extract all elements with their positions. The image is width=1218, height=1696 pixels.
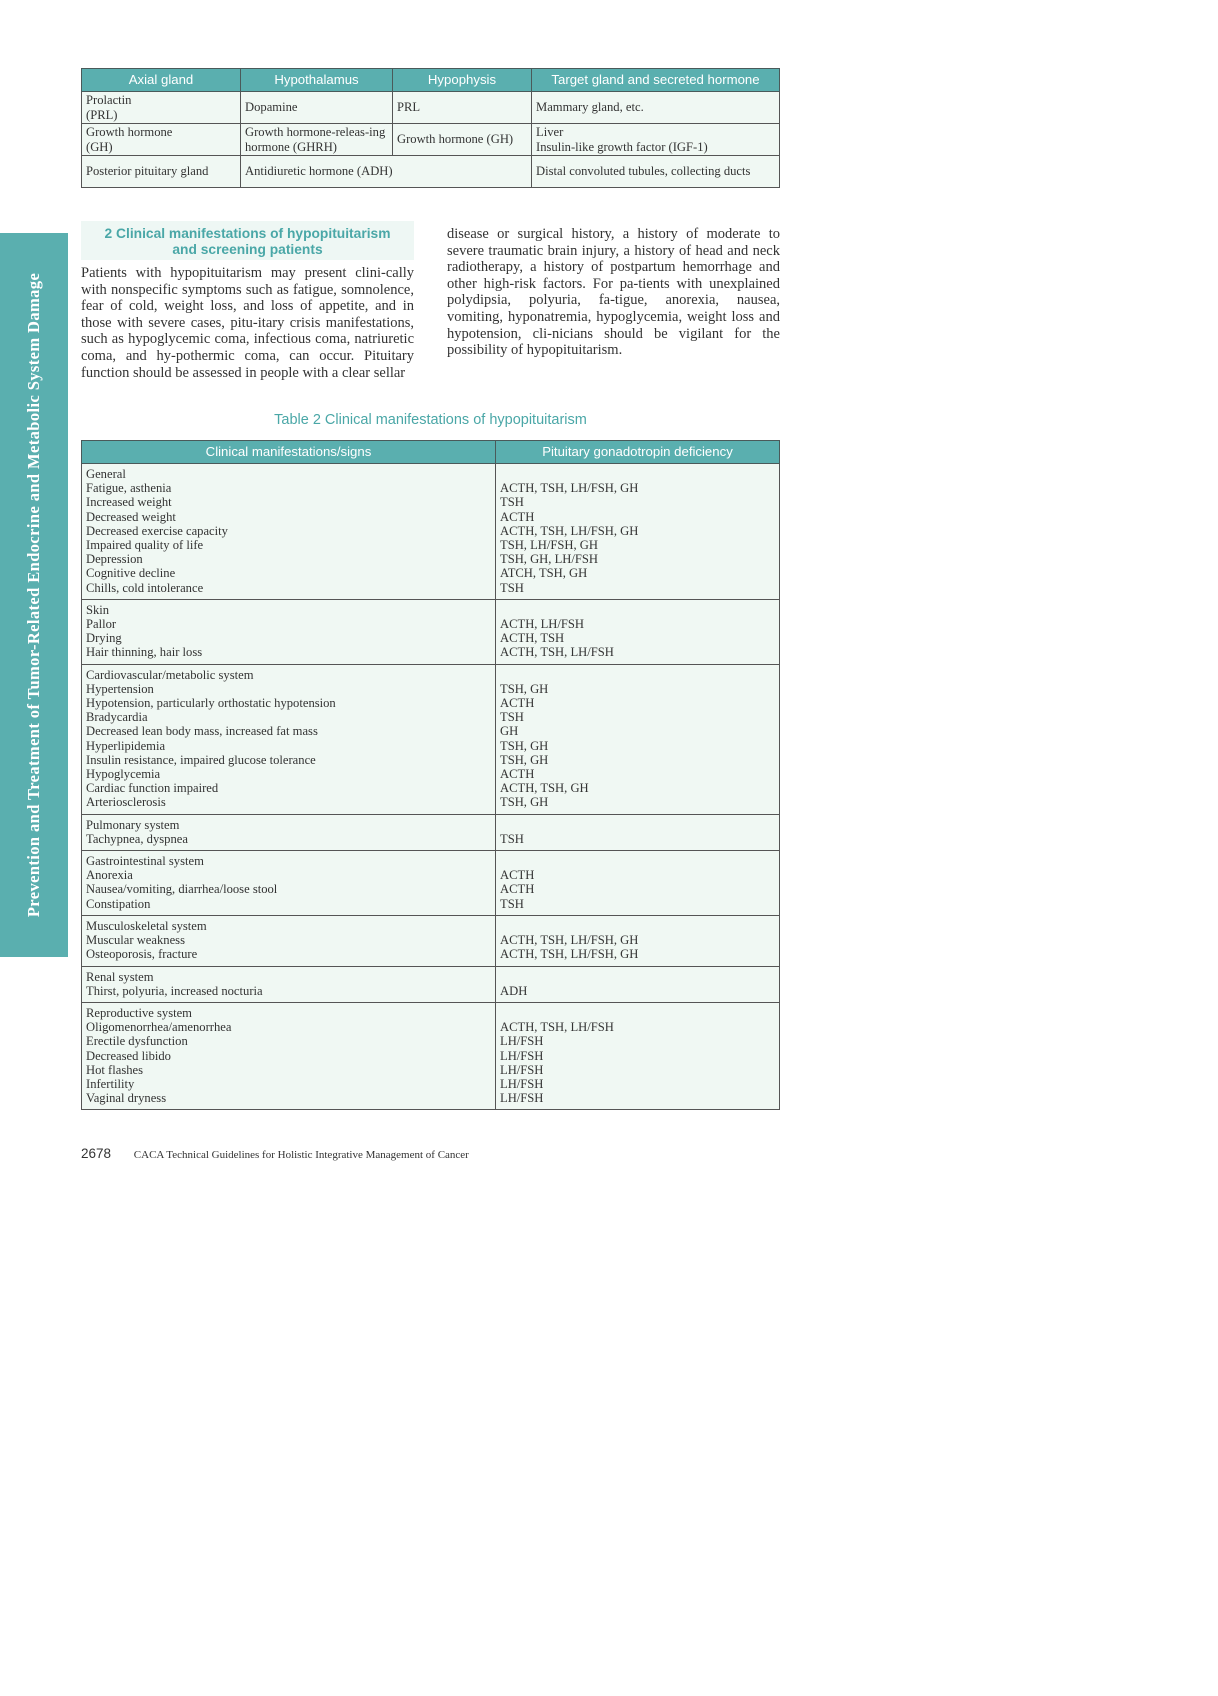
manifestation: Muscular weakness (86, 933, 185, 948)
table-group-row (82, 1002, 780, 1109)
hypophysis-cell: PRL (393, 92, 532, 124)
journal-title: CACA Technical Guidelines for Holistic Integrative Management of Cancer (133, 1149, 469, 1161)
table-group-row (82, 915, 780, 966)
manifestation: Anorexia (86, 868, 133, 883)
manifestation: Hypotension, particularly orthostatic hypotension (86, 696, 336, 711)
manifestation: Increased weight (86, 495, 172, 510)
deficiency: ACTH (500, 509, 535, 524)
hypophysis-cell: Growth hormone (GH) (393, 124, 532, 156)
manifestation-cell (82, 915, 496, 966)
deficiency: LH/FSH (500, 1091, 544, 1106)
group-title: General (86, 467, 126, 481)
table-group-row (82, 814, 780, 850)
deficiency: TSH, GH (500, 738, 549, 753)
deficiency: ACTH, TSH, LH/FSH, GH (500, 523, 639, 538)
manifestation-cell (82, 664, 496, 814)
deficiency: ACTH (500, 767, 535, 782)
manifestation: Decreased weight (86, 509, 176, 524)
deficiency-cell (496, 464, 780, 600)
manifestation: Decreased lean body mass, increased fat mass (86, 724, 318, 739)
table-group-row (82, 464, 780, 600)
manifestation-cell (82, 464, 496, 600)
deficiency: LH/FSH (500, 1034, 544, 1049)
deficiency: LH/FSH (500, 1076, 544, 1091)
manifestation: Vaginal dryness (86, 1091, 167, 1106)
deficiency: TSH (500, 831, 524, 846)
hypothalamus-cell: Growth hormone-releas-ing hormone (GHRH) (241, 124, 393, 156)
table-group-row (82, 851, 780, 916)
deficiency: TSH (500, 896, 524, 911)
manifestation: Impaired quality of life (86, 538, 204, 553)
spacer (500, 467, 775, 481)
group-title: Skin (86, 602, 110, 617)
manifestation: Depression (86, 552, 143, 567)
manifestation: Decreased exercise capacity (86, 523, 228, 538)
manifestation: Oligomenorrhea/amenorrhea (86, 1020, 232, 1035)
hypothalamus-cell: Antidiuretic hormone (ADH) (241, 156, 532, 188)
manifestation: Insulin resistance, impaired glucose tolerance (86, 752, 316, 767)
manifestation: Nausea/vomiting, diarrhea/loose stool (86, 882, 278, 897)
manifestation: Thirst, polyuria, increased nocturia (86, 983, 263, 998)
deficiency: TSH (500, 495, 524, 510)
spacer (500, 854, 775, 868)
deficiency-cell (496, 915, 780, 966)
side-chapter-band (0, 233, 68, 957)
deficiency-cell (496, 664, 780, 814)
table-row (82, 92, 780, 124)
manifestation: Decreased libido (86, 1048, 171, 1063)
manifestation: Chills, cold intolerance (86, 580, 204, 595)
manifestation: Cognitive decline (86, 566, 176, 581)
deficiency: ACTH, TSH, LH/FSH, GH (500, 481, 639, 496)
deficiency: GH (500, 724, 519, 739)
deficiency: ACTH, LH/FSH (500, 617, 584, 632)
deficiency: TSH, GH, LH/FSH (500, 552, 598, 567)
manifestation-cell (82, 851, 496, 916)
axial-cell: Growth hormone (GH) (82, 124, 241, 156)
axis-gland-table (81, 68, 780, 188)
table-row (82, 124, 780, 156)
spacer (500, 1006, 775, 1020)
table-group-row (82, 664, 780, 814)
deficiency: TSH, GH (500, 681, 549, 696)
manifestation: Hot flashes (86, 1062, 144, 1077)
spacer (500, 818, 775, 832)
deficiency: LH/FSH (500, 1062, 544, 1077)
table-group-row (82, 599, 780, 664)
column-header: Hypophysis (393, 69, 532, 92)
deficiency: ACTH, TSH, LH/FSH (500, 645, 614, 660)
target-cell: Distal convoluted tubules, collecting ducts (532, 156, 780, 188)
group-title: Reproductive system (86, 1005, 192, 1020)
deficiency: ACTH, TSH, LH/FSH, GH (500, 933, 639, 948)
manifestation: Fatigue, asthenia (86, 481, 172, 496)
manifestation: Drying (86, 631, 122, 646)
spacer (500, 603, 775, 617)
group-title: Renal system (86, 969, 154, 984)
target-cell: Mammary gland, etc. (532, 92, 780, 124)
deficiency: ACTH, TSH, GH (500, 781, 589, 796)
manifestation-cell (82, 966, 496, 1002)
spacer (500, 919, 775, 933)
manifestation-cell (82, 599, 496, 664)
spacer (500, 970, 775, 984)
manifestation: Erectile dysfunction (86, 1034, 188, 1049)
manifestation: Hyperlipidemia (86, 738, 166, 753)
deficiency: ACTH (500, 868, 535, 883)
manifestation: Osteoporosis, fracture (86, 947, 198, 962)
page-number: 2678 (81, 1146, 112, 1161)
column-header: Axial gland (82, 69, 241, 92)
deficiency: TSH, LH/FSH, GH (500, 538, 598, 553)
deficiency: ADH (500, 983, 528, 998)
target-cell: Liver Insulin-like growth factor (IGF-1) (532, 124, 780, 156)
clinical-manifestations-table (81, 440, 780, 1110)
axial-cell: Prolactin (PRL) (82, 92, 241, 124)
column-header: Hypothalamus (241, 69, 393, 92)
deficiency: ACTH, TSH (500, 631, 565, 646)
deficiency-cell (496, 814, 780, 850)
deficiency: LH/FSH (500, 1048, 544, 1063)
manifestation: Hypoglycemia (86, 767, 161, 782)
manifestation: Bradycardia (86, 710, 148, 725)
deficiency-cell (496, 966, 780, 1002)
hypothalamus-cell: Dopamine (241, 92, 393, 124)
body-paragraph-right: disease or surgical history, a history of moderate to severe traumatic brain injury, a history of head and neck radiotherapy, a history of postpartum hemorrhage and other high-risk factors. For pa-tients with unexplained polydipsia, polyuria, fa-tigue, anorexia, nausea, vomiting, hyponatremia, hypoglycemia, weight loss and hypotension, cli-nicians should be vigilant for the possibility of hypopituitarism. (447, 226, 780, 359)
table-header-row (82, 69, 780, 92)
group-title: Cardiovascular/metabolic system (86, 667, 254, 682)
deficiency-cell (496, 1002, 780, 1109)
group-title: Gastrointestinal system (86, 854, 204, 869)
table-group-row (82, 966, 780, 1002)
section-heading: 2 Clinical manifestations of hypopituitarism and screening patients (81, 221, 414, 260)
deficiency: ATCH, TSH, GH (500, 566, 588, 581)
column-header: Clinical manifestations/signs (82, 441, 496, 464)
axial-cell: Posterior pituitary gland (82, 156, 241, 188)
column-header: Pituitary gonadotropin deficiency (496, 441, 780, 464)
manifestation: Cardiac function impaired (86, 781, 219, 796)
deficiency-cell (496, 851, 780, 916)
page-footer (81, 1146, 469, 1161)
deficiency: TSH (500, 710, 524, 725)
deficiency: ACTH (500, 696, 535, 711)
manifestation-cell (82, 1002, 496, 1109)
manifestation: Constipation (86, 896, 151, 911)
manifestation: Tachypnea, dyspnea (86, 831, 188, 846)
deficiency: TSH (500, 580, 524, 595)
manifestation: Hypertension (86, 681, 154, 696)
deficiency: ACTH, TSH, LH/FSH, GH (500, 947, 639, 962)
deficiency: TSH, GH (500, 795, 549, 810)
group-title: Pulmonary system (86, 817, 180, 832)
deficiency: ACTH, TSH, LH/FSH (500, 1020, 614, 1035)
manifestation: Pallor (86, 617, 117, 632)
spacer (500, 668, 775, 682)
table-header-row (82, 441, 780, 464)
deficiency: ACTH (500, 882, 535, 897)
side-chapter-title: Prevention and Treatment of Tumor-Related Endocrine and Metabolic System Damage (24, 272, 43, 918)
deficiency-cell (496, 599, 780, 664)
deficiency: TSH, GH (500, 752, 549, 767)
body-paragraph-left: Patients with hypopituitarism may present clini-cally with nonspecific symptoms such as fatigue, somnolence, fear of cold, weight loss, and loss of appetite, and in those with severe cases, pitu-itary crisis manifestations, such as hypoglycemic coma, infectious coma, natriuretic coma, and hy-pothermic coma, can occur. Pituitary function should be assessed in people with a clear sellar (81, 265, 414, 381)
manifestation: Arteriosclerosis (86, 795, 166, 810)
manifestation-cell (82, 814, 496, 850)
manifestation: Hair thinning, hair loss (86, 645, 203, 660)
table-caption: Table 2 Clinical manifestations of hypopituitarism (274, 412, 587, 428)
group-title: Musculoskeletal system (86, 918, 207, 933)
column-header: Target gland and secreted hormone (532, 69, 780, 92)
manifestation: Infertility (86, 1076, 135, 1091)
table-row (82, 156, 780, 188)
